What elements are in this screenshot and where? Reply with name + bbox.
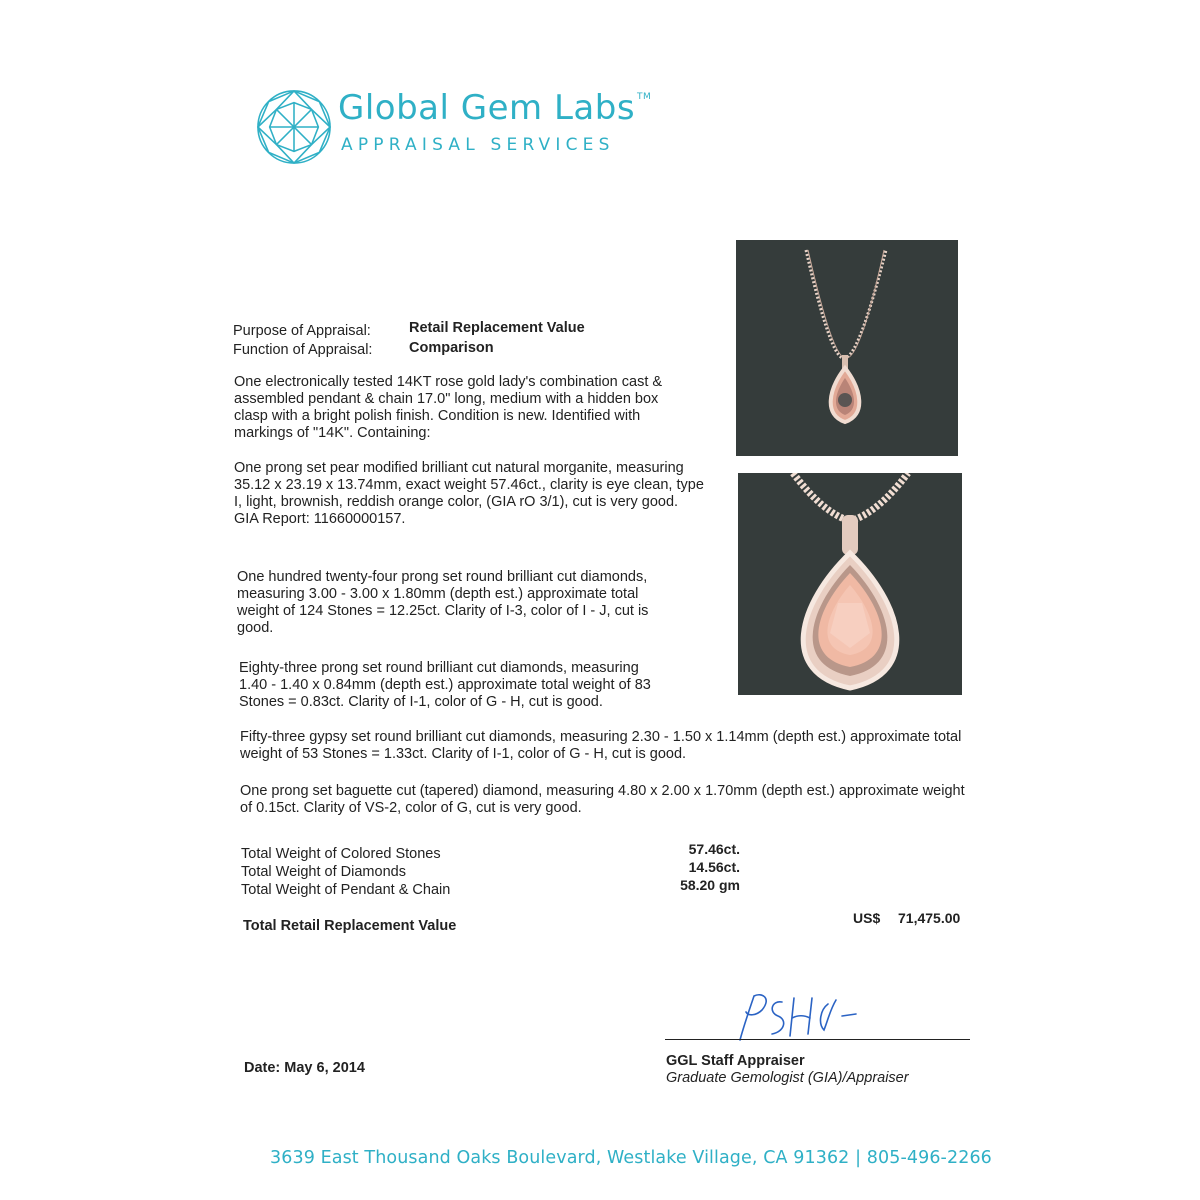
appraiser-signature [732, 990, 862, 1045]
description-baguette: One prong set baguette cut (tapered) diamond, measuring 4.80 x 2.00 x 1.70mm (depth est.) approximate weight of 0.15ct. Clarity of VS-2, color of G, cut is very good. [240, 783, 965, 816]
total-value-diamonds: 14.56ct. [688, 859, 740, 875]
pendant-photo [738, 473, 962, 695]
total-value-colored-stones: 57.46ct. [688, 841, 740, 857]
description-diamonds-53: Fifty-three gypsy set round brilliant cut diamonds, measuring 2.30 - 1.50 x 1.14mm (depth est.) approximate total weight of 53 Stones = 1.33ct. Clarity of I-1, color of G - H, cut is good. [240, 729, 962, 762]
total-label-diamonds: Total Weight of Diamonds [241, 864, 406, 880]
description-setting: One electronically tested 14KT rose gold lady's combination cast & assembled pendant & chain 17.0" long, medium with a hidden box clasp with a bright polish finish. Condition is new. Identified with markings of "14K". Containing: [234, 374, 663, 441]
grand-total-amount: 71,475.00 [898, 910, 961, 926]
appraiser-credential: Graduate Gemologist (GIA)/Appraiser [666, 1070, 909, 1086]
description-diamonds-124: One hundred twenty-four prong set round brilliant cut diamonds, measuring 3.00 - 3.00 x 1.80mm (depth est.) approximate total weight of 124 Stones = 12.25ct. Clarity of I-3, color of I - J, cut is good. [237, 569, 649, 636]
purpose-value: Retail Replacement Value [409, 320, 585, 336]
purpose-label: Purpose of Appraisal: [233, 323, 371, 339]
gem-diamond-icon [255, 88, 333, 166]
brand-name: Global Gem Labs ™ [338, 88, 652, 128]
appraiser-title: GGL Staff Appraiser [666, 1053, 805, 1069]
brand-subtitle: APPRAISAL SERVICES [341, 135, 615, 155]
total-label-pendant-chain: Total Weight of Pendant & Chain [241, 882, 451, 898]
total-label-colored-stones: Total Weight of Colored Stones [241, 846, 441, 862]
description-morganite: One prong set pear modified brilliant cut natural morganite, measuring 35.12 x 23.19 x 13.74mm, exact weight 57.46ct., clarity is eye clean, type I, light, brownish, reddish orange color, (GIA rO 3/1), cut is very good. GIA Report: 11660000157. [234, 460, 704, 527]
function-value: Comparison [409, 340, 494, 356]
signature-line [665, 1039, 970, 1040]
grand-total-currency: US$ [853, 910, 881, 926]
appraisal-date: Date: May 6, 2014 [244, 1060, 365, 1076]
necklace-photo [736, 240, 958, 456]
function-label: Function of Appraisal: [233, 342, 373, 358]
footer-address: 3639 East Thousand Oaks Boulevard, Westlake Village, CA 91362 | 805-496-2266 [270, 1148, 992, 1168]
description-diamonds-83: Eighty-three prong set round brilliant cut diamonds, measuring 1.40 - 1.40 x 0.84mm (depth est.) approximate total weight of 83 Stones = 0.83ct. Clarity of I-1, color of G - H, cut is good. [239, 660, 651, 710]
grand-total-label: Total Retail Replacement Value [243, 918, 457, 934]
total-value-pendant-chain: 58.20 gm [680, 877, 740, 893]
